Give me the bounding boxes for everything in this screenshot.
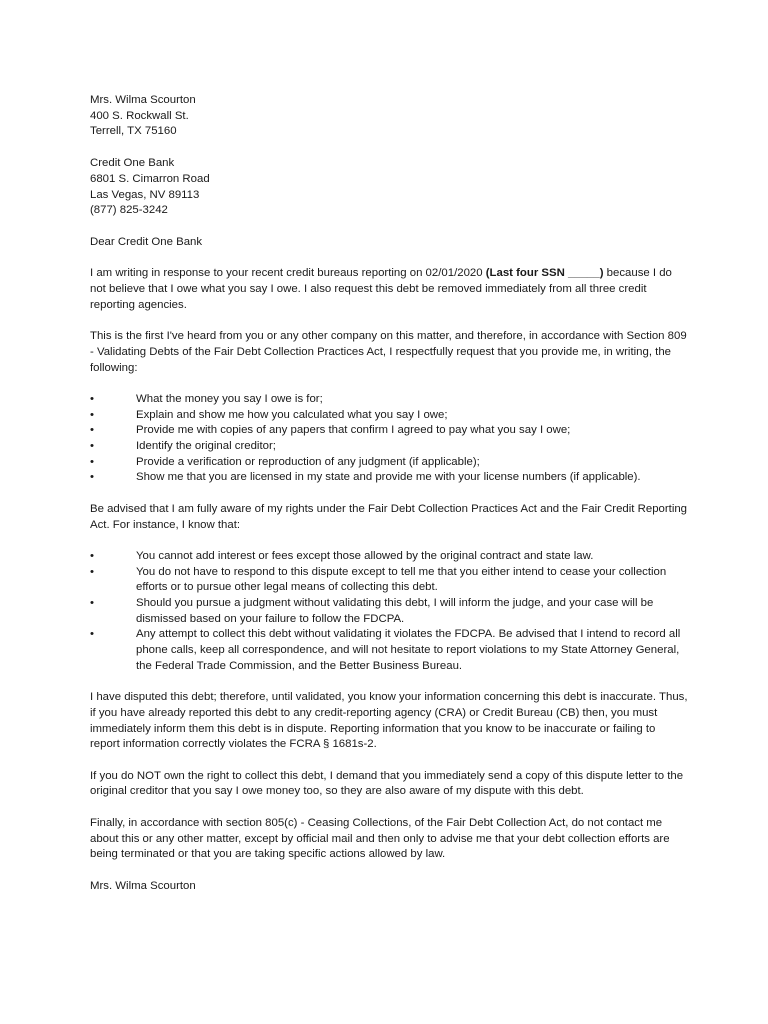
list-item: • Show me that you are licensed in my state and provide me with your license numbers (if applicable). [90,470,688,486]
recipient-address [90,156,688,219]
list-item: • Provide me with copies of any papers that confirm I agreed to pay what you say I owe; [90,423,688,439]
sender-name: Mrs. Wilma Scourton [90,94,196,106]
bullet: • [90,471,94,484]
sender-address [90,93,688,140]
salutation: Dear Credit One Bank [90,235,203,248]
bullet: • [90,392,94,405]
sender-city-state-zip: Terrell, TX 75160 [90,125,177,138]
list-item: • Any attempt to collect this debt without validating it violates the FDCPA. Be advised that I intend to record all phone calls, keep all correspondence, and will not hesitate to report violations to my State Attorney General, the Federal Trade Commission, and the Better Business Bureau. [90,628,681,672]
rights-list [90,549,688,675]
list-item: • You do not have to respond to this dispute except to tell me that you either intend to cease your collection efforts or to pursue other legal means of collecting this debt. [90,565,667,594]
paragraph-intro-end: because I do not believe that I owe what you say I owe. I also request this debt be removed immediately from all three credit reporting agencies. [90,267,672,311]
bullet: • [90,424,94,437]
recipient-phone: (877) 825-3242 [90,204,168,217]
list-item: • Identify the original creditor; [90,439,688,455]
sender-street: 400 S. Rockwall St. [90,109,189,122]
paragraph-intro [90,266,688,313]
ssn-placeholder: (Last four SSN _____) [485,267,604,280]
bullet: • [90,565,94,578]
recipient-name: Credit One Bank [90,157,175,170]
list-item: • What the money you say I owe is for; [90,392,688,408]
bullet: • [90,597,94,610]
paragraph-intro-start: I am writing in response to your recent credit bureaus reporting on 02/01/2020 [90,267,486,280]
paragraph-ownership: If you do NOT own the right to collect this debt, I demand that you immediately send a copy of this dispute letter to the original creditor that you say I owe money too, so they are also aware of my dispute with this debt. [90,769,684,798]
list-item: • Provide a verification or reproduction of any judgment (if applicable); [90,455,688,471]
list-item: • Should you pursue a judgment without validating this debt, I will inform the judge, and your case will be dismissed based on your failure to follow the FDCPA. [90,597,654,625]
paragraph-rights: Be advised that I am fully aware of my rights under the Fair Debt Collection Practices Act and the Fair Credit Reporting Act. For instance, I know that: [90,502,688,531]
recipient-city-state-zip: Las Vegas, NV 89113 [90,188,200,201]
paragraph-validation-request: This is the first I've heard from you or any other company on this matter, and therefore, in accordance with Section 809 - Validating Debts of the Fair Debt Collection Practices Act, I respectfully request that you provide me, in writing, the following: [90,330,687,374]
bullet: • [90,455,94,468]
bullet: • [90,549,94,562]
bullet: • [90,628,94,641]
list-item: • Explain and show me how you calculated what you say I owe; [90,408,688,424]
list-item: • You cannot add interest or fees except those allowed by the original contract and state law. [90,549,688,565]
paragraph-dispute: I have disputed this debt; therefore, until validated, you know your information concerning this debt is inaccurate. Thus, if you have already reported this debt to any credit-reporting agency (CRA) or Credit Bureau (CB) then, you must immediately inform them this debt is in dispute. Reporting information that you know to be inaccurate or failing to report information correctly violates the FCRA § 1681s-2. [90,691,688,751]
bullet: • [90,440,94,453]
recipient-street: 6801 S. Cimarron Road [90,172,210,185]
paragraph-cease-collections: Finally, in accordance with section 805(c) - Ceasing Collections, of the Fair Debt Collection Act, do not contact me about this or any other matter, except by official mail and then only to advise me that your debt collection efforts are being terminated or that you are taking specific actions allowed by law. [90,816,670,861]
bullet: • [90,408,94,421]
request-list [90,392,688,486]
signature: Mrs. Wilma Scourton [90,879,196,892]
